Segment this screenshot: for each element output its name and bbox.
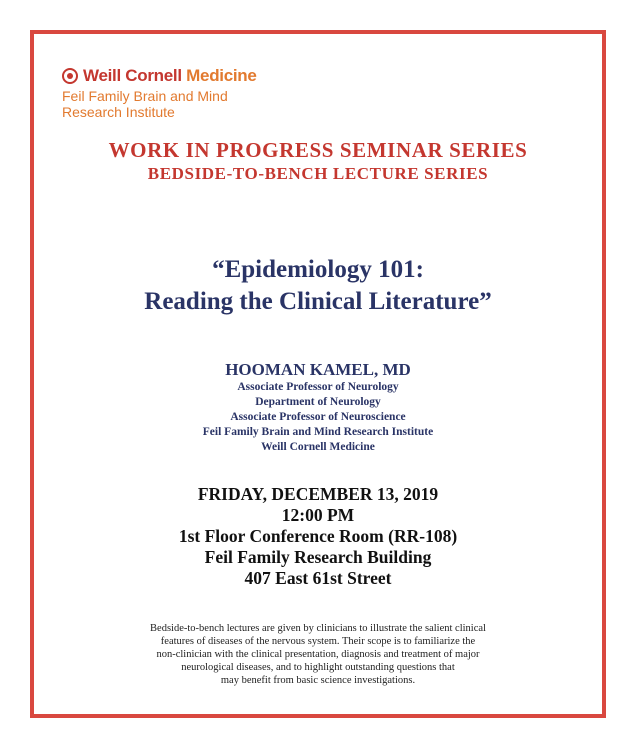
- speaker-affiliation: Associate Professor of Neuroscience: [230, 411, 406, 423]
- logo-row: [62, 66, 257, 86]
- speaker-affiliation: Associate Professor of Neurology: [237, 381, 399, 393]
- institute-line-1: Feil Family Brain and Mind: [62, 88, 228, 104]
- speaker-affiliation: Feil Family Brain and Mind Research Institute: [202, 426, 434, 438]
- institute-line-2: Research Institute: [62, 104, 175, 120]
- series-title: WORK IN PROGRESS SEMINAR SERIES: [108, 138, 528, 162]
- cornell-seal-icon: [62, 68, 78, 84]
- series-subtitle: BEDSIDE-TO-BENCH LECTURE SERIES: [147, 164, 489, 183]
- talk-title-line-1: “Epidemiology 101:: [212, 256, 424, 283]
- note-line: may benefit from basic science investigations.: [220, 675, 416, 686]
- event-details: [30, 484, 606, 589]
- note-line: features of diseases of the nervous system. Their scope is to familiarize the: [160, 636, 476, 647]
- organization-name-part2: Medicine: [186, 66, 257, 85]
- organization-name-part1: Weill Cornell: [83, 66, 187, 85]
- note-line: non-clinician with the clinical presentation, diagnosis and treatment of major: [156, 649, 480, 660]
- note-line: neurological diseases, and to highlight outstanding questions that: [181, 662, 455, 673]
- organization-logo: [62, 66, 257, 120]
- talk-title: [30, 254, 606, 318]
- speaker-affiliation: Department of Neurology: [255, 396, 381, 408]
- event-date: FRIDAY, DECEMBER 13, 2019: [197, 484, 439, 504]
- talk-title-line-2: Reading the Clinical Literature”: [144, 288, 492, 315]
- organization-name: [83, 66, 257, 86]
- speaker-affiliation: Weill Cornell Medicine: [261, 441, 375, 453]
- speaker-name: HOOMAN KAMEL, MD: [225, 360, 411, 379]
- event-address: 407 East 61st Street: [244, 568, 392, 588]
- event-building: Feil Family Research Building: [204, 547, 432, 567]
- speaker-block: [30, 360, 606, 455]
- institute-name: [62, 88, 257, 120]
- event-room: 1st Floor Conference Room (RR-108): [178, 526, 458, 546]
- description-note: [30, 622, 606, 687]
- event-time: 12:00 PM: [281, 505, 355, 525]
- note-line: Bedside-to-bench lectures are given by clinicians to illustrate the salient clinical: [150, 623, 486, 634]
